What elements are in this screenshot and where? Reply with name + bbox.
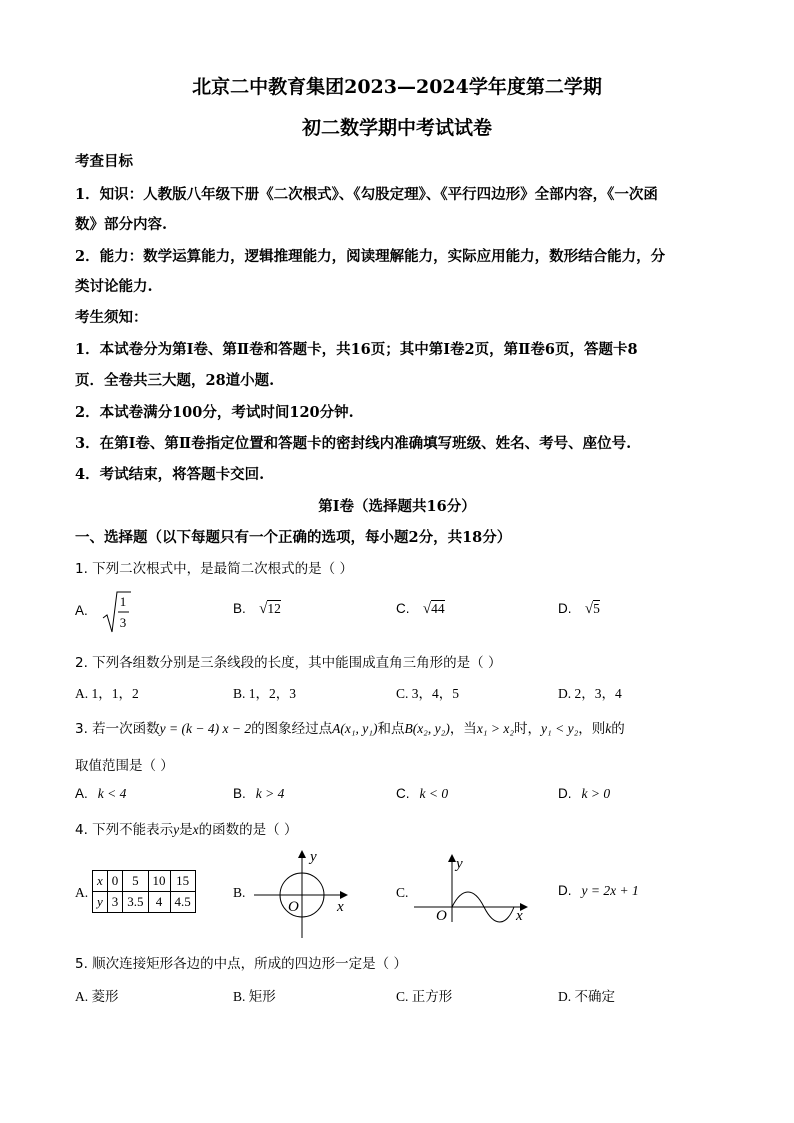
q3-option-c [396,786,448,802]
origin-label: O [288,899,299,915]
q3-option-a [75,786,126,802]
option-label: D. [558,601,572,616]
stem-text: 4. 下列不能表示 [75,822,174,838]
option-value: k < 4 [97,786,127,801]
axis-y-label: y [310,849,317,865]
point-a: A(x₁, y₁) [332,721,378,736]
radicand: 5 [593,601,600,616]
notice-heading: 考生须知： [75,309,148,326]
q3-option-b [233,786,284,802]
table-row [93,871,196,892]
option-label: D. [558,883,572,898]
option-label: C. [396,786,410,801]
option-label: A. [75,603,88,619]
table-cell: 3 [107,892,123,913]
question-1-stem: 1. 下列二次根式中，是最简二次根式的是（ ） [75,561,353,577]
variable-x: x [192,822,199,837]
q3-option-d [558,786,610,802]
stem-text: ，当 [449,721,477,737]
function-expression: y = (k − 4) x − 2 [159,721,252,736]
table-cell: y [93,892,108,913]
table-cell: 15 [170,871,195,892]
question-2-stem: 2. 下列各组数分别是三条线段的长度，其中能围成直角三角形的是（ ） [75,655,502,671]
objective-2-line2: 类讨论能力. [75,278,153,295]
objective-2-line1: 2．能力：数学运算能力，逻辑推理能力，阅读理解能力，实际应用能力，数形结合能力，分 [75,248,666,265]
stem-text: 的图象经过点 [251,721,333,737]
q2-option-c: C. 3，4，5 [396,686,460,701]
question-5-stem: 5. 顺次连接矩形各边的中点，所成的四边形一定是（ ） [75,956,407,972]
sqrt-fraction-icon [101,590,131,634]
stem-text: ，则 [578,721,606,737]
notice-1-line1: 1．本试卷分为第Ⅰ卷、第Ⅱ卷和答题卡，共16页；其中第Ⅰ卷2页，第Ⅱ卷6页，答题卡8 [75,341,638,358]
table-cell: 4 [148,892,170,913]
origin-label: O [436,908,447,924]
q5-option-b: B. 矩形 [233,989,276,1004]
objectives-heading: 考查目标 [75,153,133,170]
exam-title: 北京二中教育集团2023—2024学年度第二学期 [192,76,602,98]
table-cell: 4.5 [170,892,195,913]
q2-option-b: B. 1，2，3 [233,686,297,701]
notice-3: 3．在第Ⅰ卷、第Ⅱ卷指定位置和答题卡的密封线内准确填写班级、姓名、考号、座位号. [75,435,632,452]
q5-option-a: A. 菱形 [75,989,119,1004]
radicand: 12 [267,601,281,616]
question-3-stem-line2: 取值范围是（ ） [75,758,174,774]
circle-graph [252,848,352,940]
point-b: B(x₂, y₂) [404,721,450,736]
radicand: 44 [431,601,445,616]
option-label: A. [75,786,88,801]
notice-1-line2: 页．全卷共三大题，28道小题. [75,372,275,389]
option-label: D. [558,786,572,801]
q1-option-c: C. √44 [396,601,445,617]
option-value: y = 2x + 1 [581,883,639,898]
q5-option-d: D. 不确定 [558,989,615,1004]
stem-text: 3. 若一次函数 [75,721,160,737]
option-value: k < 0 [419,786,449,801]
stem-text: 时， [514,721,542,737]
fraction-numerator: 1 [119,594,127,609]
stem-text: 是 [179,822,193,838]
stem-text: 的函数的是（ ） [198,822,298,838]
axis-x-label: x [337,899,344,915]
option-label: B. [233,786,246,801]
objective-1-line2: 数》部分内容. [75,216,168,233]
table-row [93,892,196,913]
condition-y: y₁ < y₂ [541,721,579,736]
question-3-stem [75,717,625,737]
variable-k: k [605,721,612,736]
q4-option-d [558,883,639,899]
volume-title: 第Ⅰ卷（选择题共16分） [318,498,476,515]
variable-y: y [173,822,180,837]
option-value: k > 4 [255,786,285,801]
xy-value-table [92,870,196,913]
q1-option-d: D. √5 [558,601,600,617]
table-cell: 10 [148,871,170,892]
notice-4: 4．考试结束，将答题卡交回. [75,466,265,483]
q4-option-b-label: B. [233,885,246,900]
wave-graph [412,852,532,924]
question-4-stem [75,818,297,838]
exam-subtitle: 初二数学期中考试试卷 [301,117,492,139]
notice-2: 2．本试卷满分100分，考试时间120分钟. [75,404,354,421]
table-cell: x [93,871,108,892]
stem-text: 和点 [377,721,405,737]
axis-x-label: x [516,908,523,924]
table-cell: 0 [107,871,123,892]
option-label: B. [233,601,246,616]
q5-option-c: C. 正方形 [396,989,453,1004]
part-title: 一、选择题（以下每题只有一个正确的选项，每小题2分，共18分） [75,529,512,546]
q2-option-a: A. 1，1，2 [75,686,139,701]
table-cell: 3.5 [123,892,148,913]
condition-x: x₁ > x₂ [476,721,515,736]
option-value: k > 0 [581,786,611,801]
q4-option-a-label: A. [75,885,89,900]
q2-option-d: D. 2，3，4 [558,686,622,701]
q4-option-c-label: C. [396,885,409,900]
objective-1-line1: 1．知识：人教版八年级下册《二次根式》、《勾股定理》、《平行四边形》全部内容，《一次函 [75,186,658,203]
axis-y-label: y [456,856,463,872]
q1-option-b: B. √12 [233,601,281,617]
stem-text: 的 [611,721,625,737]
option-label: C. [396,601,410,616]
fraction-denominator: 3 [119,615,127,630]
table-cell: 5 [123,871,148,892]
q1-option-a [75,590,131,634]
